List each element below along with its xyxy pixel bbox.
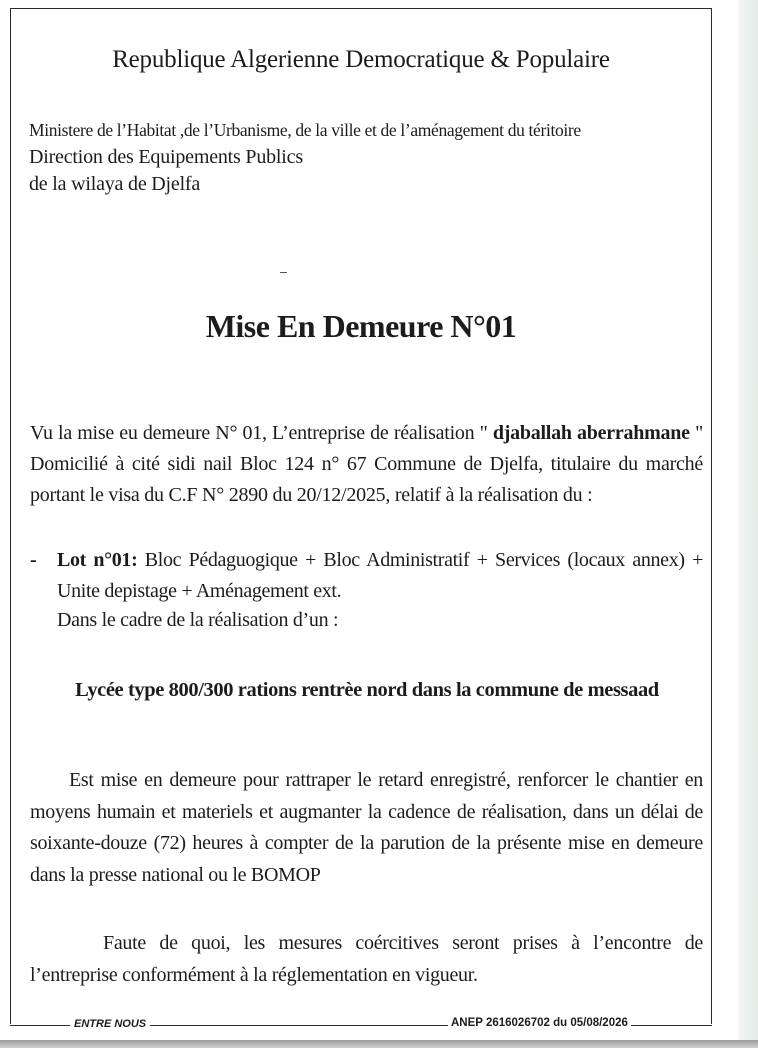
ministry-line: Ministere de l’Habitat ,de l’Urbanisme, de la ville et de l’aménagement du téritoire [29, 120, 581, 140]
footer-publication: ENTRE NOUS [70, 1018, 150, 1030]
lot-bullet: - [30, 549, 37, 571]
wilaya-line: de la wilaya de Djelfa [29, 173, 201, 195]
lot-details: Bloc Pédaguogique + Bloc Administratif + Services (locaux annex) + Unite depistage + Aménagement ext. [57, 549, 703, 602]
lot-description [57, 545, 703, 607]
intro-text-start: Vu la mise eu demeure N° 01, L’entreprise de réalisation " [30, 422, 493, 444]
company-name: djaballah aberrahmane [492, 422, 690, 444]
issuer-block [29, 117, 709, 198]
scan-edge-right [738, 0, 758, 1048]
republic-heading: Republique Algerienne Democratique & Populaire [112, 46, 610, 73]
intro-text-end: " Domicilié à cité sidi nail Bloc 124 n° 67 Commune de Djelfa, titulaire du marché portant le visa du C.F N° 2890 du 20/12/2025, relatif à la réalisation du : [30, 422, 703, 506]
demand-paragraph: Est mise en demeure pour rattraper le retard enregistré, renforcer le chantier en moyens humain et materiels et augmanter la cadence de réalisation, dans un délai de soixante-douze (72) heures à compter de la parution de la présente mise en demeure dans la presse national ou le BOMOP [30, 769, 703, 886]
project-title: Lycée type 800/300 rations rentrèe nord dans la commune de messaad [75, 679, 659, 701]
scan-speck [280, 272, 287, 273]
direction-line: Direction des Equipements Publics [29, 146, 303, 168]
intro-paragraph [30, 418, 703, 511]
lot-label: Lot n°01: [57, 549, 138, 571]
cadre-line: Dans le cadre de la réalisation d’un : [57, 609, 339, 631]
lot-item [30, 545, 703, 607]
footer-anep-ref: ANEP 2616026702 du 05/08/2026 [448, 1017, 631, 1029]
notice-title: Mise En Demeure N°01 [205, 308, 517, 344]
consequence-paragraph: Faute de quoi, les mesures coércitives seront prises à l’encontre de l’entreprise conformément à la réglementation en vigueur. [30, 932, 703, 986]
scan-edge-bottom [0, 1040, 758, 1048]
